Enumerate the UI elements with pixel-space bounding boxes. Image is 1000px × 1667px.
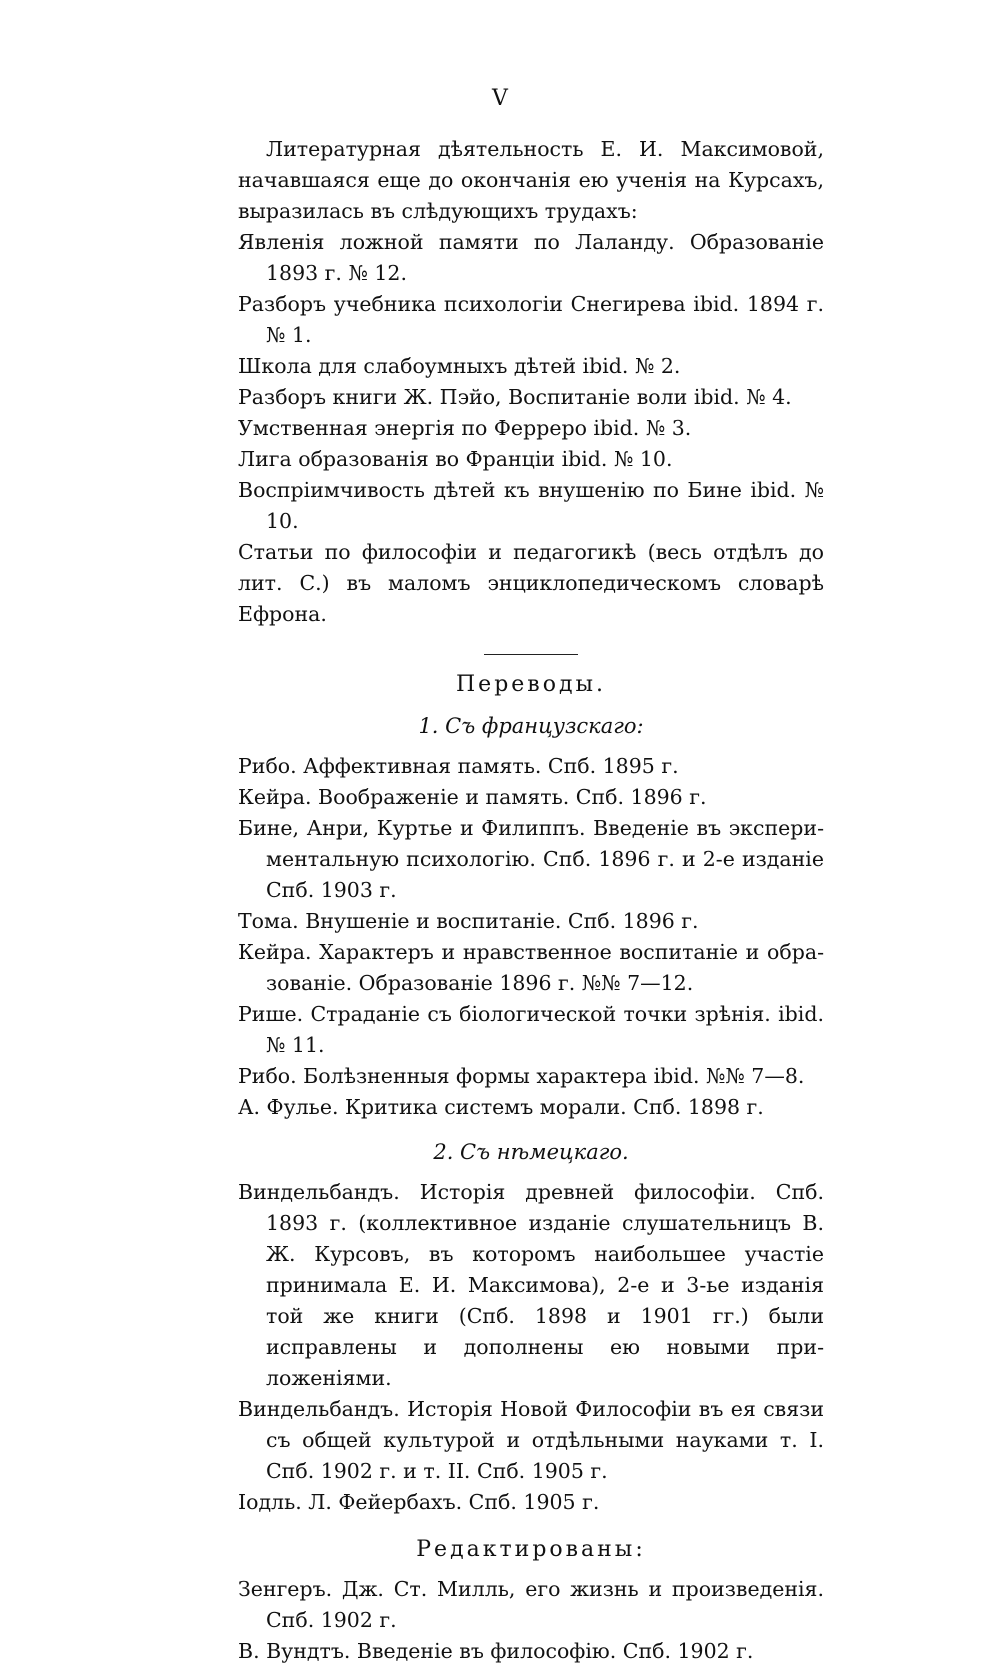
edited-heading: Редактированы: <box>416 1537 646 1562</box>
list-item: Виндельбандъ. Исторія Новой Философіи въ ея связи съ общей культурой и отдѣльными науками т. I. Спб. 1902 г. и т. II. Спб. 1905 г. <box>238 1397 824 1483</box>
page-content <box>238 134 824 1667</box>
german-translations-list <box>238 1177 824 1518</box>
list-item: Бине, Анри, Куртье и Филиппъ. Введеніе въ экспериментальную психологію. Спб. 1896 г. и 2-е изданіе Спб. 1903 г. <box>238 816 824 902</box>
list-item: Умственная энергія по Ферреро ibid. № 3. <box>238 416 692 440</box>
list-item: Рибо. Аффективная память. Спб. 1895 г. <box>238 754 679 778</box>
list-item: Разборъ книги Ж. Пэйо, Воспитаніе воли ibid. № 4. <box>238 385 792 409</box>
german-subheading: 2. Съ нѣмецкаго. <box>433 1140 629 1164</box>
french-subheading: 1. Съ французскаго: <box>418 714 644 738</box>
french-translations-list <box>238 751 824 1123</box>
list-item: Рише. Страданіе съ біологической точки зрѣнія. ibid. № 11. <box>238 1002 824 1057</box>
list-item: Кейра. Воображеніе и память. Спб. 1896 г. <box>238 785 707 809</box>
literary-works-list <box>238 227 824 537</box>
articles-text: Статьи по философіи и педагогикѣ (весь отдѣлъ до лит. С.) въ маломъ энциклопедическомъ словарѣ Ефрона. <box>238 540 824 626</box>
list-item: Школа для слабоумныхъ дѣтей ibid. № 2. <box>238 354 681 378</box>
list-item: В. Вундтъ. Введеніе въ философію. Спб. 1902 г. <box>238 1639 754 1663</box>
list-item: Кейра. Характеръ и нравственное воспитаніе и образованіе. Образованіе 1896 г. №№ 7—12. <box>238 940 824 995</box>
encyclopedia-articles <box>238 537 824 630</box>
list-item: А. Фулье. Критика системъ морали. Спб. 1898 г. <box>238 1095 764 1119</box>
list-item: Тома. Внушеніе и воспитаніе. Спб. 1896 г. <box>238 909 699 933</box>
list-item: Виндельбандъ. Исторія древней философіи. Спб. 1893 г. (коллективное изданіе слушательницъ В. Ж. Курсовъ, въ которомъ наибольшее участіе принимала Е. И. Максимова), 2-е и 3-ье изданія той же книги (Спб. 1898 и 1901 гг.) были исправлены и дополнены ею новыми приложеніями. <box>238 1180 824 1390</box>
page-number: V <box>492 86 508 111</box>
list-item: Явленія ложной памяти по Лаланду. Образованіе 1893 г. № 12. <box>238 230 824 285</box>
edited-works-list <box>238 1574 824 1667</box>
literary-intro: Литературная дѣятельность Е. И. Максимовой, начавшаяся еще до окончанія ею ученія на Курсахъ, выразилась въ слѣдующихъ трудахъ: <box>238 137 824 223</box>
list-item: Зенгеръ. Дж. Ст. Милль, его жизнь и произведенія. Спб. 1902 г. <box>238 1577 824 1632</box>
list-item: Іодль. Л. Фейербахъ. Спб. 1905 г. <box>238 1490 600 1514</box>
list-item: Рибо. Болѣзненныя формы характера ibid. №№ 7—8. <box>238 1064 805 1088</box>
section-divider <box>484 654 578 655</box>
translations-heading: Переводы. <box>456 672 606 697</box>
list-item: Воспріимчивость дѣтей къ внушенію по Бине ibid. № 10. <box>238 478 824 533</box>
list-item: Разборъ учебника психологіи Снегирева ibid. 1894 г. № 1. <box>238 292 824 347</box>
list-item: Лига образованія во Франціи ibid. № 10. <box>238 447 673 471</box>
